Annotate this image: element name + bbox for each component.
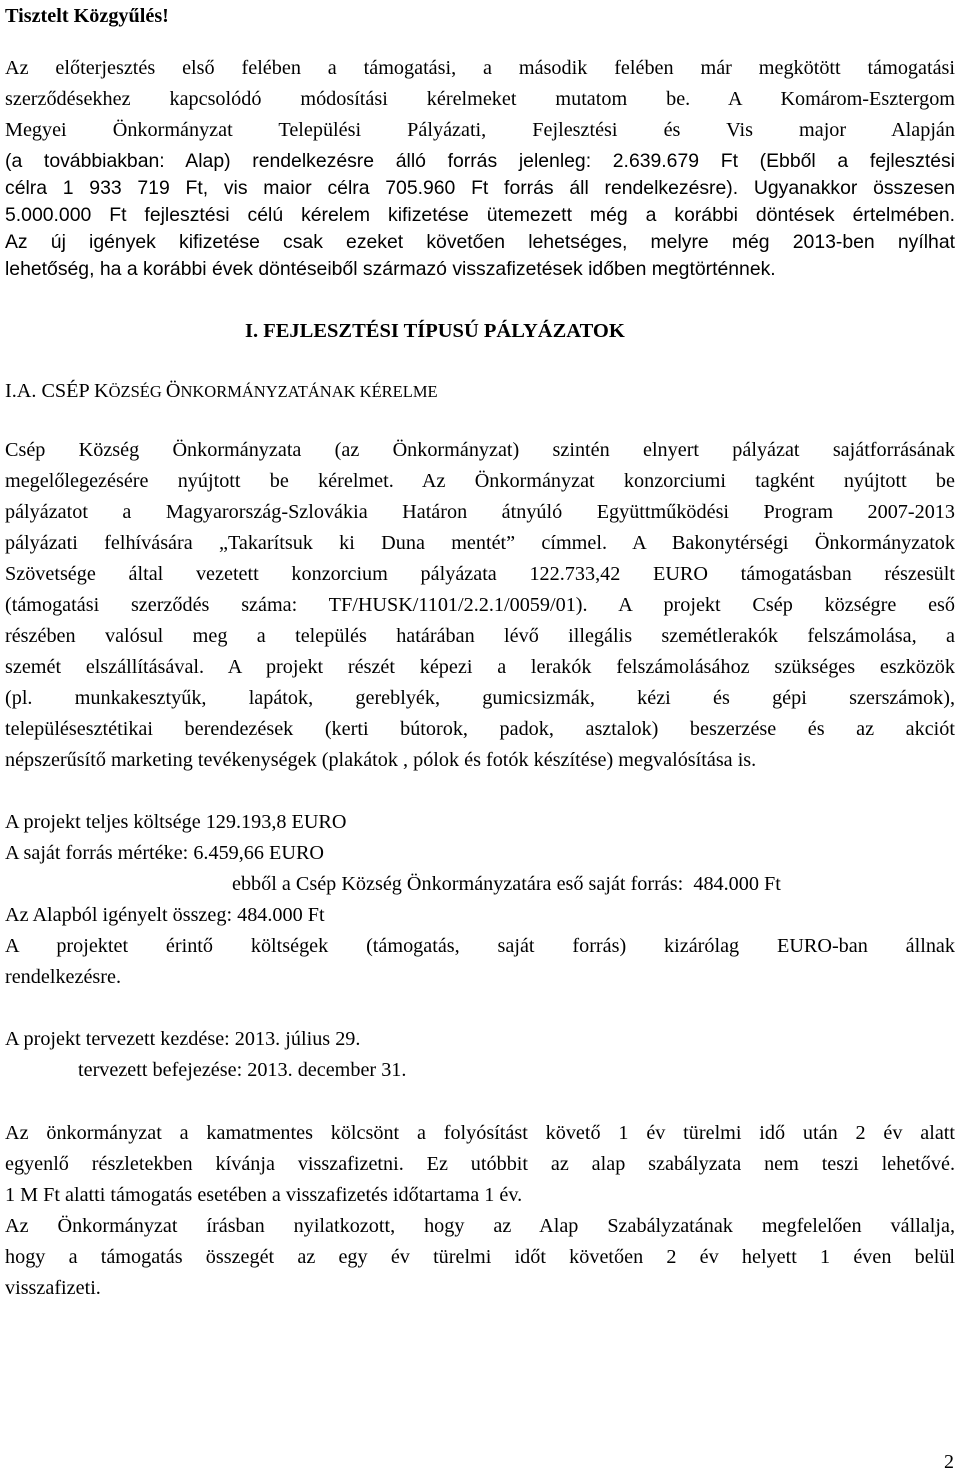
subsection-title-part: Ö: [165, 380, 181, 402]
schedule-start: A projekt tervezett kezdése: 2013. július 29.: [5, 1028, 361, 1050]
closing-line: visszafizeti.: [5, 1277, 101, 1299]
greeting-heading: Tisztelt Közgyűlés!: [5, 5, 169, 27]
body-line: részében valósul meg a település határában lévő illegális szemétlerakók felszámolása, a: [5, 625, 955, 647]
closing-line: Az Önkormányzat írásban nyilatkozott, hogy az Alap Szabályzatának megfelelően vállalja,: [5, 1215, 955, 1237]
closing-line: 1 M Ft alatti támogatás esetében a visszafizetés időtartama 1 év.: [5, 1184, 523, 1206]
body-line: Csép Község Önkormányzata (az Önkormányzat) szintén elnyert pályázat sajátforrásának: [5, 439, 955, 461]
closing-line: egyenlő részletekben kívánja visszafizetni. Ez utóbbit az alap szabályzata nem teszi lehetővé.: [5, 1153, 955, 1175]
intro-line: Megyei Önkormányzat Települési Pályázati, Fejlesztési és Vis major Alapján: [5, 119, 955, 141]
body-line: településesztétikai berendezések (kerti bútorok, padok, asztalok) beszerzése és az akciót: [5, 718, 955, 740]
total-cost: A projekt teljes költsége 129.193,8 EURO: [5, 811, 347, 833]
body-line: (támogatási szerződés száma: TF/HUSK/1101/2.2.1/0059/01). A projekt Csép községre eső: [5, 594, 955, 616]
body-line: szemét elszállításával. A projekt részét képezi a lerakók felszámolásához szükséges eszközök: [5, 656, 955, 678]
intro-line: célra 1 933 719 Ft, vis maior célra 705.960 Ft forrás áll rendelkezésre). Ugyanakkor összesen: [5, 177, 955, 199]
body-line: népszerűsítő marketing tevékenységek (plakátok , pólok és fotók készítése) megvalósítása is.: [5, 749, 757, 771]
page-number: 2: [944, 1451, 954, 1473]
body-line: Szövetsége által vezetett konzorcium pályázata 122.733,42 EURO támogatásban részesült: [5, 563, 955, 585]
section-title: I. FEJLESZTÉSI TÍPUSÚ PÁLYÁZATOK: [245, 320, 625, 342]
euro-note-line: A projektet érintő költségek (támogatás, saját forrás) kizárólag EURO-ban állnak: [5, 935, 955, 957]
body-line: (pl. munkakesztyűk, lapátok, gereblyék, gumicsizmák, kézi és gépi szerszámok),: [5, 687, 955, 709]
intro-line: szerződésekhez kapcsolódó módosítási kérelmeket mutatom be. A Komárom-Esztergom: [5, 88, 955, 110]
closing-line: hogy a támogatás összegét az egy év türelmi időt követően 2 év helyett 1 éven belül: [5, 1246, 955, 1268]
body-line: megelőlegezésére nyújtott be kérelmet. Az Önkormányzat konzorciumi tagként nyújtott be: [5, 470, 955, 492]
intro-line: Az új igények kifizetése csak ezeket követően lehetséges, melyre még 2013-ben nyílhat: [5, 231, 955, 253]
schedule-end: tervezett befejezése: 2013. december 31.: [78, 1059, 407, 1081]
intro-line: lehetőség, ha a korábbi évek döntéseiből származó visszafizetések időben megtörténnek.: [5, 258, 776, 280]
intro-line: 5.000.000 Ft fejlesztési célú kérelem kifizetése ütemezett még a korábbi döntések értelmében.: [5, 204, 955, 226]
subsection-title: [5, 378, 438, 404]
body-line: pályázatot a Magyarország-Szlovákia Határon átnyúló Együttműködési Program 2007-2013: [5, 501, 955, 523]
euro-note-line: rendelkezésre.: [5, 966, 121, 988]
subsection-title-part: NKORMÁNYZATÁNAK KÉRELME: [180, 382, 438, 401]
requested-amount: Az Alapból igényelt összeg: 484.000 Ft: [5, 904, 325, 926]
subsection-title-part: ÖZSÉG: [108, 382, 166, 401]
intro-line: Az előterjesztés első felében a támogatási, a második felében már megkötött támogatási: [5, 57, 955, 79]
subsection-title-prefix: I.A. CSÉP K: [5, 380, 109, 402]
body-line: pályázati felhívására „Takarítsuk ki Duna mentét” címmel. A Bakonytérségi Önkormányzatok: [5, 532, 955, 554]
own-source: A saját forrás mértéke: 6.459,66 EURO: [5, 842, 324, 864]
closing-line: Az önkormányzat a kamatmentes kölcsönt a folyósítást követő 1 év türelmi idő után 2 év alatt: [5, 1122, 955, 1144]
own-source-csep: ebből a Csép Község Önkormányzatára eső saját forrás: 484.000 Ft: [232, 873, 781, 895]
intro-line: (a továbbiakban: Alap) rendelkezésre álló forrás jelenleg: 2.639.679 Ft (Ebből a fejlesztési: [5, 150, 955, 172]
